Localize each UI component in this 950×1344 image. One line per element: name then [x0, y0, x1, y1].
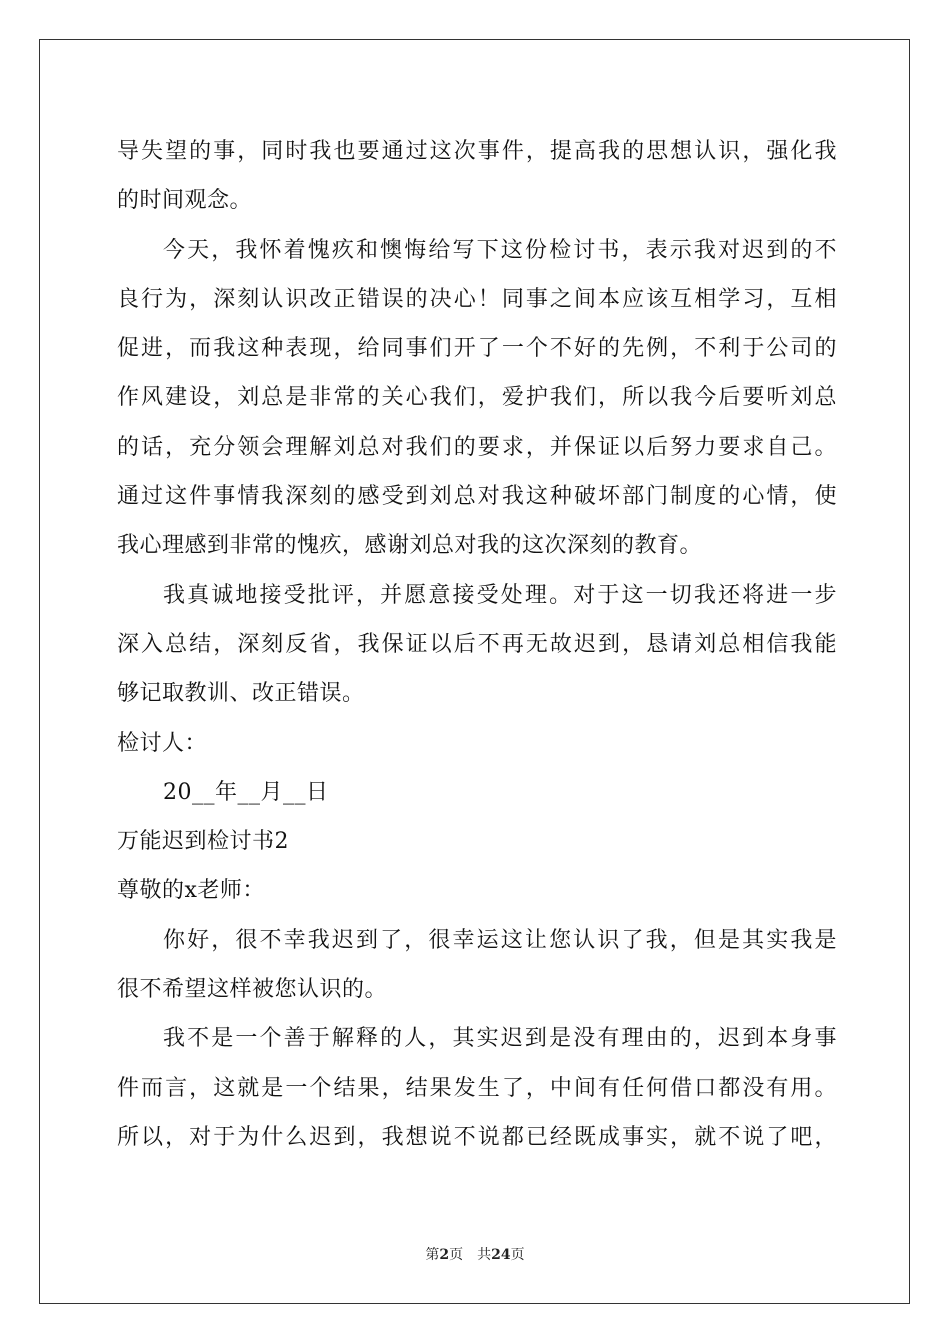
page-footer: [0, 1245, 950, 1265]
text-line-2: 的时间观念。: [117, 188, 253, 214]
text-line-17: 你好，很不幸我迟到了，很幸运这让您认识了我，但是其实我是: [163, 927, 837, 953]
text-line-8: 通过这件事情我深刻的感受到刘总对我这种破坏部门制度的心情，使: [117, 484, 837, 510]
salutation: 尊敬的x老师：: [117, 878, 265, 904]
text-line-10: 我真诚地接受批评，并愿意接受处理。对于这一切我还将进一步: [163, 582, 837, 608]
total-prefix: 共: [477, 1247, 492, 1263]
text-line-21: 所以，对于为什么迟到，我想说不说都已经既成事实，就不说了吧，: [117, 1124, 837, 1150]
text-line-11: 深入总结，深刻反省，我保证以后不再无故迟到，恳请刘总相信我能: [117, 631, 837, 657]
document-body: [117, 127, 837, 1162]
text-line-5: 促进，而我这种表现，给同事们开了一个不好的先例，不利于公司的: [117, 336, 837, 362]
text-line-3: 今天，我怀着愧疚和懊悔给写下这份检讨书，表示我对迟到的不: [163, 237, 837, 263]
text-line-1: 导失望的事，同时我也要通过这次事件，提高我的思想认识，强化我: [117, 139, 837, 164]
signature-label: 检讨人：: [117, 730, 208, 756]
text-line-19: 我不是一个善于解释的人，其实迟到是没有理由的，迟到本身事: [163, 1026, 837, 1052]
page-suffix: 页: [449, 1247, 464, 1263]
page-prefix: 第: [425, 1247, 440, 1263]
text-line-12: 够记取教训、改正错误。: [117, 681, 365, 707]
text-line-6: 作风建设，刘总是非常的关心我们，爱护我们，所以我今后要听刘总: [117, 385, 837, 411]
text-line-9: 我心理感到非常的愧疚，感谢刘总对我的这次深刻的教育。: [117, 533, 703, 559]
text-line-4: 良行为，深刻认识改正错误的决心！同事之间本应该互相学习，互相: [117, 286, 837, 312]
page-total: 24: [491, 1247, 511, 1263]
date-line: 20__年__月__日: [163, 779, 329, 805]
text-line-18: 很不希望这样被您认识的。: [117, 977, 388, 1003]
section-title: 万能迟到检讨书2: [117, 829, 289, 855]
page-current: 2: [439, 1247, 450, 1263]
text-line-20: 件而言，这就是一个结果，结果发生了，中间有任何借口都没有用。: [117, 1075, 837, 1101]
total-suffix: 页: [510, 1247, 525, 1263]
text-line-7: 的话，充分领会理解刘总对我们的要求，并保证以后努力要求自己。: [117, 434, 837, 460]
